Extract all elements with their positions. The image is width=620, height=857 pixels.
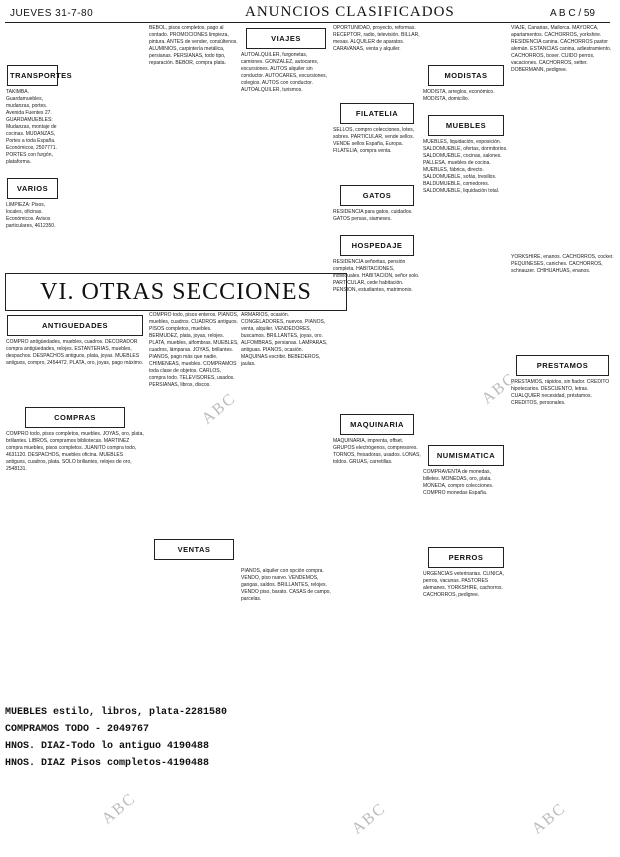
ad-diaz-1: HNOS. DIAZ-Todo lo antiguo 4190488 [5, 741, 210, 752]
section-viajes: VIAJES [246, 28, 326, 49]
ad-diaz-2: HNOS. DIAZ Pisos completos-4190488 [5, 758, 210, 769]
listings-col2-top: BEBOL, pisos completos, pago al contado. PROMOCIONES limpieza, pintura. ANTES de vender, consúltenos. ALUMINIOS, carpintería metálica, persianas. PERSIANAS, todo tipo, reparación. BEBOR, compra plata. [149, 25, 238, 66]
section-modistas: MODISTAS [428, 65, 504, 86]
column-4 [332, 25, 422, 855]
ad-muebles: MUEBLES estilo, libros, plata-2281580 [5, 707, 228, 718]
listings-col6-mid: YORKSHIRE, enanos. CACHORROS, cocker. PEQUINESES, caniches. CACHORROS, schnauzer. CHIHUAHUAS, enanos. [511, 254, 614, 274]
listings-gatos: RESIDENCIA para gatos, cuidados. GATOS persas, siameses. [333, 209, 413, 222]
listings-perros: URGENCIAS veterinarias. CLINICA, perros, vacunas. PASTORES alemanes. YORKSHIRE, cachorros. CACHORROS, pedigree. [423, 571, 504, 598]
section-filatelia: FILATELIA [340, 103, 414, 124]
listings-col4-top: OPORTUNIDAD, proyecto, reformas. RECEPTOR, radio, televisión. BILLAR, mesas. ALQUILER de aparatos. CARAVANAS, venta y alquiler. [333, 25, 420, 52]
listings-col3-low: PIANOS, alquiler con opción compra. VENDO, piso nuevo. VENDEMOS, gangas, saldos. BRILLANTES, relojes. VENDO piso, barato. CASAS de campo, parcelas. [241, 568, 331, 602]
section-varios: VARIOS [7, 178, 58, 199]
watermark-stamp: ABC [528, 799, 570, 838]
page-header [0, 0, 620, 22]
header-date: JUEVES 31-7-80 [10, 8, 94, 19]
column-2-lower [148, 312, 240, 702]
column-3-top [240, 25, 332, 273]
listings-muebles: MUEBLES, liquidación, exposición. SALDOMUEBLE, ofertas, dormitorios. SALDOMUEBLE, cocinas, salones. PALLESA, muebles de cocina. MUEBLES, fábrica, directo. SALDOMUEBLE, sofás, tresillos. BALDUMUEBLE, comedores. SALDOMUEBLE, liquidación total. [423, 139, 508, 194]
listings-compras: COMPRO todo, pisos completos, muebles. JOYAS, oro, plata, brillantes. LIBROS, compramos bibliotecas. MARTINEZ compra muebles, pisos completos. JUANITO compra todo, 4631120. DESPACHOS, muebles oficina. MUEBLES antiguos, cuadros, plata. SOLO brillantes, relojes de oro, 2548131. [6, 431, 144, 472]
watermark-stamp: ABC [98, 789, 140, 828]
listings-maquinaria: MAQUINARIA, imprenta, offset. GRUPOS electrógenos, compresores. TORNOS, fresadoras, usados. LONAS, toldos. GRUAS, carretillas. [333, 438, 421, 465]
section-banner: VI. OTRAS SECCIONES [5, 273, 347, 311]
listings-transportes: TAKIMBA. Guardamuebles, mudanzas, portes. Avenida Fuentes 27. GUARDAMUEBLES: Mudanzas, montaje de cocinas. MUDANZAS, Portes a toda España. Económicos, 2507771. PORTES con furgón, plataforma. [6, 89, 57, 165]
column-6 [510, 25, 615, 855]
listings-col3-mid: ARMARIOS, ocasión. CONGELADORES, nuevos. PIANOS, venta, alquiler. VENDEDORES, buscamos. BRILLANTES, joyas, oro. ALFOMBRAS, persianas. LAMPARAS, antiguas. PIANOS, ocasión. MAQUINAS escribir. BEBEDEROS, jaulas. [241, 312, 328, 367]
watermark-stamp: ABC [198, 389, 240, 428]
listings-filatelia: SELLOS, compro colecciones, lotes, sobres. PARTICULAR, vende sellos. VENDE sellos España, Europa. FILATELIA, compra venta. [333, 127, 415, 154]
section-numismatica: NUMISMATICA [428, 445, 504, 466]
section-muebles: MUEBLES [428, 115, 504, 136]
section-compras: COMPRAS [25, 407, 125, 428]
listings-antiguedades: COMPRO antigüedades, muebles, cuadros. DECORADOR compra antigüedades, relojes. ESTANTERIAS, muebles, despachos. DESPACHOS antiguos, plata, joyas. MUEBLES antiguos, compro, 2454472. PLATA, oro, joyas, pago máximo. [6, 339, 144, 366]
column-1 [5, 25, 73, 275]
column-3-lower [240, 312, 332, 852]
section-hospedaje: HOSPEDAJE [340, 235, 414, 256]
listings-varios: LIMPIEZA: Pisos, locales, oficinas. Económicos. Avisos particulares, 4612350. [6, 202, 56, 229]
listings-prestamos: PRESTAMOS, rápidos, sin fiador. CREDITO hipotecarios. DESCUENTO, letras. CUALQUIER necesidad, préstamos. CREDITOS, personales. [511, 379, 610, 406]
section-gatos: GATOS [340, 185, 414, 206]
header-rule [5, 22, 610, 23]
listings-hospedaje: RESIDENCIA señoritas, pensión completa. HABITACIONES, individuales. HABITACION, señor solo. PARTICULAR, cede habitación. PENSION, estudiantes, matrimonio. [333, 259, 420, 293]
column-5 [422, 25, 510, 855]
header-title: ANUNCIOS CLASIFICADOS [245, 4, 455, 20]
section-prestamos: PRESTAMOS [516, 355, 609, 376]
listings-viajes: AUTOALQUILER, furgonetas, camiones. GONZALEZ, autocares, excursiones. AUTOS alquiler sin conductor. AUTOCARES, excursiones, colegios. AUTOS con conductor. AUTOALQUILER, turismos. [241, 52, 328, 93]
section-ventas: VENTAS [154, 539, 234, 560]
listings-col2-lower: COMPRO todo, pisos enteros. PIANOS, muebles, cuadros. CUADROS antiguos. PISOS completos, muebles. BERMUDEZ, plata, joyas, relojes. PLATA, muebles, alfombras. MUEBLES, cuadros, lámparas. JOYAS, brillantes. PIANOS, pago más que nadie. CHIMENEAS, muebles. COMPRAMOS toda clase de objetos. CARLOS, compra todo. TELEVISORES, usados. PERSIANAS, libros, discos. [149, 312, 239, 388]
listings-numismatica: COMPRAVENTA de monedas, billetes. MONEDAS, oro, plata. MONEDA, compro colecciones. COMPRO monedas España. [423, 469, 494, 496]
section-perros: PERROS [428, 547, 504, 568]
header-page: A B C / 59 [549, 8, 595, 19]
column-2-top [148, 25, 240, 273]
section-maquinaria: MAQUINARIA [340, 414, 414, 435]
listings-col6-top: VIAJE, Canarias, Mallorca. MAYORCA, apartamentos. CACHORROS, yorkshire. RESIDENCIA canina. CACHORROS pastor alemán. ESTANCIAS canina, adiestramiento. CACHORROS, boxer. CUIDO perros, vacaciones. CACHORROS, setter. DOBERMANN, pedigree. [511, 25, 612, 73]
section-transportes: TRANSPORTES [7, 65, 58, 86]
section-antiguedades: ANTIGUEDADES [7, 315, 143, 336]
watermark-stamp: ABC [478, 369, 520, 408]
column-1-lower [5, 312, 145, 702]
watermark-stamp: ABC [348, 799, 390, 838]
ad-compramos: COMPRAMOS TODO - 2049767 [5, 724, 150, 735]
listings-modistas: MODISTA, arreglos, económico. MODISTA, domicilio. [423, 89, 495, 102]
